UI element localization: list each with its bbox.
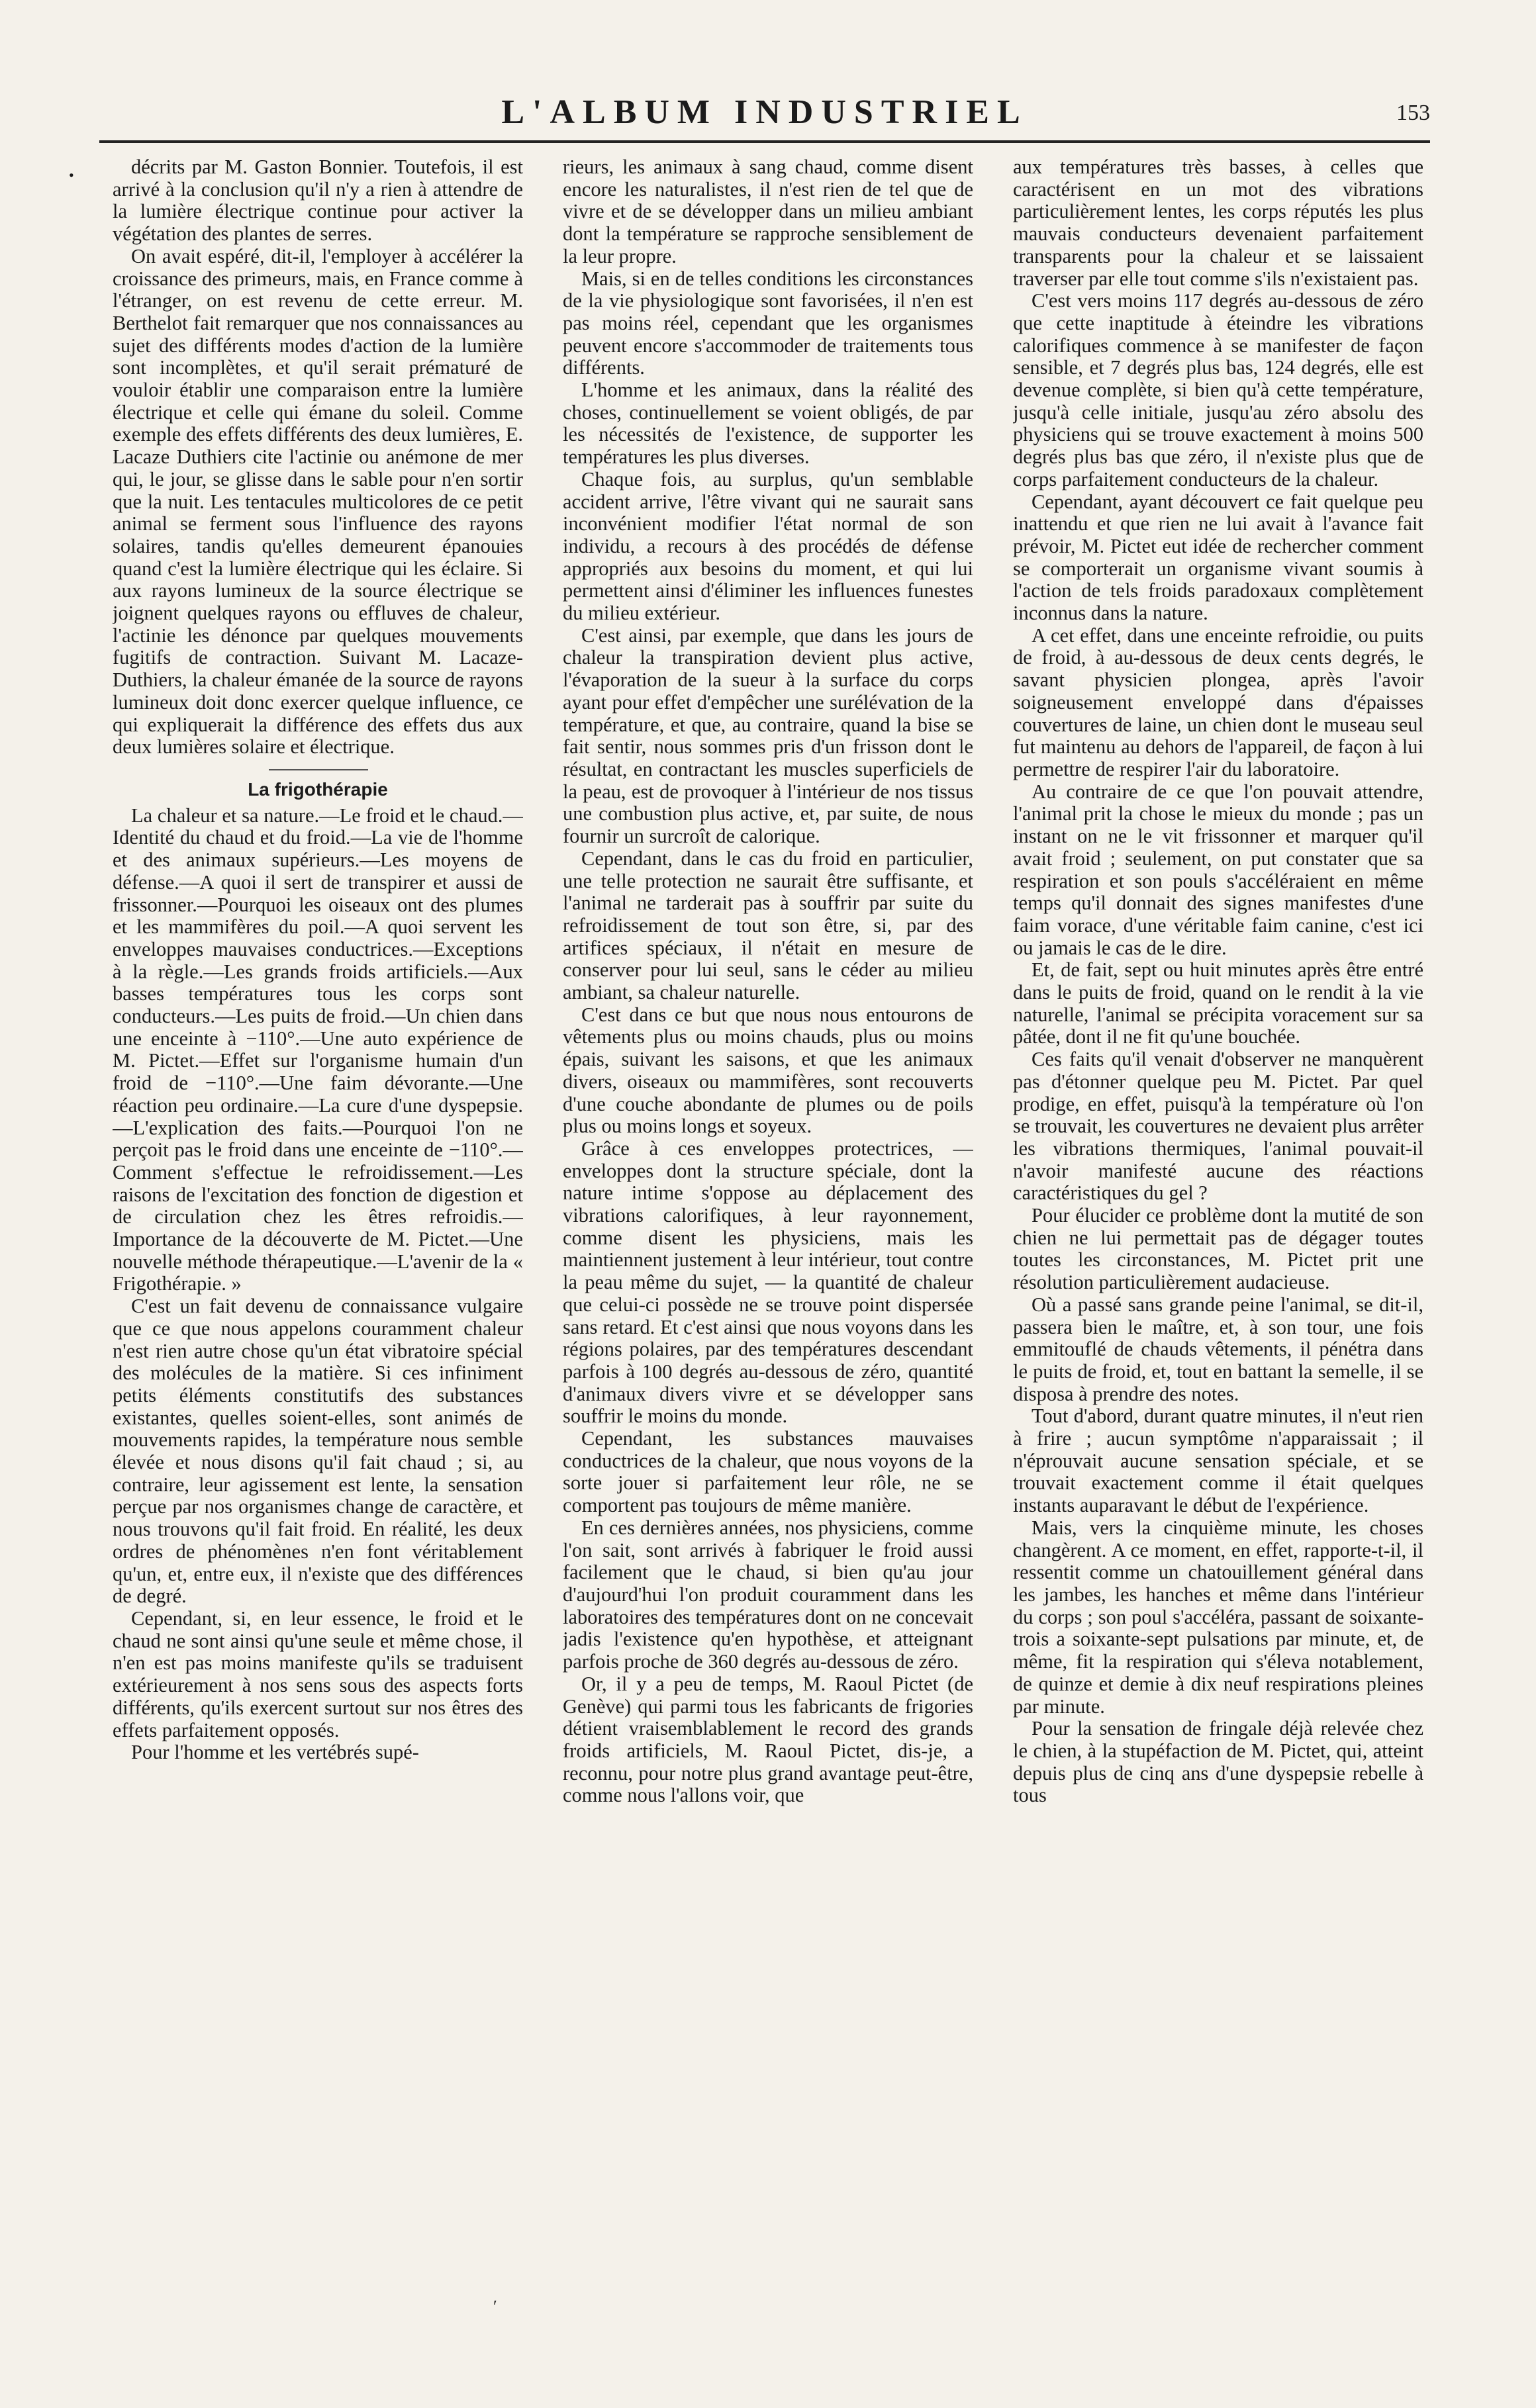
paragraph: Pour élucider ce problème dont la mutité de son chien ne lui permettait pas de dégager toutes toutes les circonstances, M. Pictet prit une résolution particulièrement audacieuse. [1013, 1204, 1423, 1294]
paragraph: En ces dernières années, nos physiciens, comme l'on sait, sont arrivés à fabriquer le froid aussi facilement que le chaud, si bien qu'au jour d'aujourd'hui l'on produit couramment dans les laboratoires des températures dont on ne concevait jadis l'existence qu'en hypothèse, et atteignant parfois proche de 360 degrés au-dessous de zéro. [563, 1516, 973, 1673]
paragraph: C'est dans ce but que nous nous entourons de vêtements plus ou moins chauds, plus ou moins épais, suivant les saisons, et que les animaux divers, oiseaux ou mammifères, sont recouverts d'une couche abondante de plumes ou de poils plus ou moins longs et soyeux. [563, 1003, 973, 1138]
paragraph: Au contraire de ce que l'on pouvait attendre, l'animal prit la chose le mieux du monde ; pas un instant on ne le vit frissonner et marquer qu'il avait froid ; seulement, on put constater que sa respiration et son pouls s'accéléraient en même temps qu'il donnait des signes manifestes d'une faim vorace, d'une véritable faim canine, c'est ici ou jamais le cas de le dire. [1013, 780, 1423, 959]
section-heading: La frigothérapie [113, 778, 523, 801]
paragraph: aux températures très basses, à celles que caractérisent en un mot des vibrations particulièrement lentes, les corps réputés les plus mauvais conducteurs devenaient parfaitement transparents pour la chaleur et se laissaient traverser par elle tout comme s'ils n'existaient pas. [1013, 156, 1423, 290]
paragraph: On avait espéré, dit-il, l'employer à accélérer la croissance des primeurs, mais, en France comme à l'étranger, on est revenu de cette erreur. M. Berthelot fait remarquer que nos connaissances au sujet des différents modes d'action de la lumière sont incomplètes, et qu'il serait prématuré de vouloir établir une comparaison entre la lumière électrique et celle qui émane du soleil. Comme exemple des effets différents des deux lumières, E. Lacaze Duthiers cite l'actinie ou anémone de mer qui, le jour, se glisse dans le sable pour n'en sortir que la nuit. Les tentacules multicolores de ce petit animal se ferment sous l'influence des rayons solaires, tandis qu'elles demeurent épanouies quand c'est la lumière électrique qui les éclaire. Si aux rayons lumineux de la source électrique se joignent quelques rayons ou effluves de chaleur, l'actinie les dénonce par quelques mouvements fugitifs de contraction. Suivant M. Lacaze-Duthiers, la chaleur émanée de la source de rayons lumineux doit donc exercer quelque influence, ce qui expliquerait la différence des effets dus aux deux lumières solaire et électrique. [113, 244, 523, 759]
paragraph: Pour l'homme et les vertébrés supé- [131, 1741, 419, 1764]
paragraph: A cet effet, dans une enceinte refroidie, ou puits de froid, à au-dessous de deux cents degrés, le savant physicien plongea, après l'avoir soigneusement enveloppé dans d'épaisses couvertures de laine, un chien dont le museau seul fut maintenu au dehors de l'appareil, de façon à lui permettre de respirer l'air du laboratoire. [1013, 624, 1423, 780]
paragraph: Pour la sensation de fringale déjà relevée chez le chien, à la stupéfaction de M. Pictet, qui, atteint depuis plus de cinq ans d'une dyspepsie rebelle à tous [1013, 1717, 1423, 1807]
paragraph: décrits par M. Gaston Bonnier. Toutefois, il est arrivé à la conclusion qu'il n'y a rien à attendre de la lumière électrique continue pour activer la végétation des plantes de serres. [113, 156, 523, 246]
section-summary: La chaleur et sa nature.—Le froid et le chaud.—Identité du chaud et du froid.—La vie de l'homme et des animaux supérieurs.—Les moyens de défense.—A quoi il sert de transpirer et aussi de frissonner.—Pourquoi les oiseaux ont des plumes et les mammifères du poil.—A quoi servent les enveloppes mauvaises conductrices.—Exceptions à la règle.—Les grands froids artificiels.—Aux basses températures tous les corps sont conducteurs.—Les puits de froid.—Un chien dans une enceinte à −110°.—Une auto expérience de M. Pictet.—Effet sur l'organisme humain d'un froid de −110°.—Une faim dévorante.—Une réaction peu ordinaire.—La cure d'une dyspepsie.—L'explication des faits.—Pourquoi l'on ne perçoit pas le froid dans une enceinte de −110°.—Comment s'effectue le refroidissement.—Les raisons de l'excitation des fonction de digestion et de circulation chez les êtres refroidis.—Importance de la découverte de M. Pictet.—Une nouvelle méthode thérapeutique.—L'avenir de la « Frigothérapie. » [113, 804, 523, 1295]
paragraph: C'est vers moins 117 degrés au-dessous de zéro que cette inaptitude à éteindre les vibrations calorifiques commence à se manifester de façon sensible, et 7 degrés plus bas, 124 degrés, elle est devenue complète, si bien qu'à cette température, jusqu'à celle initiale, jusqu'au zéro absolu des physiciens qui se trouve exactement à moins 500 degrés plus bas que zéro, il n'existe plus que de corps parfaitement conducteurs de la chaleur. [1013, 289, 1423, 490]
paragraph: Grâce à ces enveloppes protectrices, —enveloppes dont la structure spéciale, dont la nature intime s'oppose au déplacement des vibrations calorifiques, à leur rayonnement, comme disent les physiciens, mais les maintiennent justement à leur intérieur, tout contre la peau même du sujet, — la quantité de chaleur que celui-ci possède ne se trouve point dispersée sans retard. Et c'est ainsi que nous voyons dans les régions polaires, par des températures descendant parfois à 100 degrés au-dessous de zéro, quantité d'animaux divers vivre et se développer sans souffrir le moins du monde. [563, 1136, 973, 1428]
paragraph: Tout d'abord, durant quatre minutes, il n'eut rien à frire ; aucun symptôme n'apparaissait ; il n'éprouvait aucune sensation spéciale, et se trouvait exactement comme il était quelques instants auparavant le début de l'expérience. [1013, 1405, 1423, 1517]
paragraph: C'est ainsi, par exemple, que dans les jours de chaleur la transpiration devient plus active, l'évaporation de la sueur à la surface du corps ayant pour effet d'empêcher une surélévation de la température, et que, au contraire, quand la bise se fait sentir, nous sommes pris d'un frisson dont le résultat, en contractant les muscles superficiels de la peau, est de provoquer à l'intérieur de nos tissus une combustion plus active, et, par suite, de nous fournir un surcroît de calorique. [563, 624, 973, 848]
paragraph: Cependant, si, en leur essence, le froid et le chaud ne sont ainsi qu'une seule et même chose, il n'en est pas moins manifeste qu'ils se traduisent extérieurement à nos sens sous des aspects forts différents, qu'ils exercent surtout sur nos êtres des effets parfaitement opposés. [113, 1607, 523, 1741]
paragraph: Cependant, ayant découvert ce fait quelque peu inattendu et que rien ne lui avait à l'avance fait prévoir, M. Pictet eut idée de rechercher comment se comporterait un organisme vivant soumis à l'action de tels froids paradoxaux complètement inconnus dans la nature. [1013, 490, 1423, 625]
paragraph: Mais, vers la cinquième minute, les choses changèrent. A ce moment, en effet, rapporte-t-il, il ressentit comme un chatouillement général dans les jambes, les hanches et même dans l'intérieur du corps ; son poul s'accéléra, passant de soixante-trois a soixante-sept pulsations par minute, et, de même, fit la respiration qui s'éleva notablement, de quinze et demie à dix neuf respirations pleines par minute. [1013, 1516, 1423, 1718]
column-3 [1013, 156, 1423, 2354]
paragraph: rieurs, les animaux à sang chaud, comme disent encore les naturalistes, il n'est rien de tel que de vivre et de se développer dans un milieu ambiant dont la température se rapproche sensiblement de la leur propre. [563, 156, 973, 267]
column-2 [563, 156, 973, 2354]
margin-dot: • [69, 167, 74, 183]
page-header [99, 93, 1430, 139]
paragraph: Ces faits qu'il venait d'observer ne manquèrent pas d'étonner quelque peu M. Pictet. Par quel prodige, en effet, puisqu'à la température où l'on se trouvait, les couvertures ne devaient plus arrêter les vibrations thermiques, l'animal pouvait-il n'avoir manifesté aucune des réactions caractéristiques du gel ? [1013, 1048, 1423, 1205]
paragraph: L'homme et les animaux, dans la réalité des choses, continuellement se voient obligés, de par les nécessités de l'existence, de supporter les températures les plus diverses. [563, 379, 973, 469]
header-rule [99, 140, 1430, 143]
paragraph: Mais, si en de telles conditions les circonstances de la vie physiologique sont favorisées, il n'en est pas moins réel, cependant que les organismes peuvent encore s'accommoder de traitements tous différents. [563, 267, 973, 379]
page-number: 153 [1396, 101, 1430, 125]
running-title: L'ALBUM INDUSTRIEL [501, 93, 1028, 131]
paragraph: Et, de fait, sept ou huit minutes après être entré dans le puits de froid, quand on le rendit à la vie naturelle, l'animal se précipita voracement sur sa pâtée, dont il ne fit qu'une bouchée. [1013, 958, 1423, 1048]
paragraph: Cependant, dans le cas du froid en particulier, une telle protection ne saurait être suffisante, et l'animal ne tarderait pas à souffrir par suite du refroidissement de tout son être, si, par des artifices spéciaux, il n'était en mesure de conserver pour lui seul, sans le céder au milieu ambiant, sa chaleur naturelle. [563, 847, 973, 1004]
print-mark: ʹ [493, 2297, 497, 2316]
paragraph: Chaque fois, au surplus, qu'un semblable accident arrive, l'être vivant qui ne saurait sans inconvénient modifier l'état normal de son individu, a recours à des procédés de défense appropriés aux besoins du moment, et qui lui permettent ainsi d'éliminer les influences funestes du milieu extérieur. [563, 467, 973, 625]
paragraph: Cependant, les substances mauvaises conductrices de la chaleur, que nous voyons de la sorte jouer si parfaitement leur rôle, ne se comportent pas toujours de même manière. [563, 1427, 973, 1517]
paragraph: Or, il y a peu de temps, M. Raoul Pictet (de Genève) qui parmi tous les fabricants de frigories détient vraisemblablement le record des grands froids artificiels, M. Raoul Pictet, dis-je, a reconnu, pour notre plus grand avantage peut-être, comme nous l'allons voir, que [563, 1672, 973, 1807]
column-1 [113, 156, 523, 2354]
paragraph: Où a passé sans grande peine l'animal, se dit-il, passera bien le maître, et, à son tour, une fois emmitouflé de chauds vêtements, il pénétra dans le puits de froid, et, tout en battant la semelle, il se disposa à prendre des notes. [1013, 1293, 1423, 1405]
paragraph: C'est un fait devenu de connaissance vulgaire que ce que nous appelons couramment chaleur n'est rien autre chose qu'un état vibratoire spécial des molécules de la matière. Si ces infiniment petits éléments constitutifs des substances existantes, quelles soient-elles, sont animés de mouvements rapides, la température nous semble élevée et nous disons qu'il fait chaud ; si, au contraire, leur agissement est lente, la sensation perçue par nos organismes change de caractère, et nous trouvons qu'il fait froid. En réalité, les deux ordres de phénomènes n'en font véritablement qu'un, et, entre eux, il n'existe que des différences de degré. [113, 1295, 523, 1608]
